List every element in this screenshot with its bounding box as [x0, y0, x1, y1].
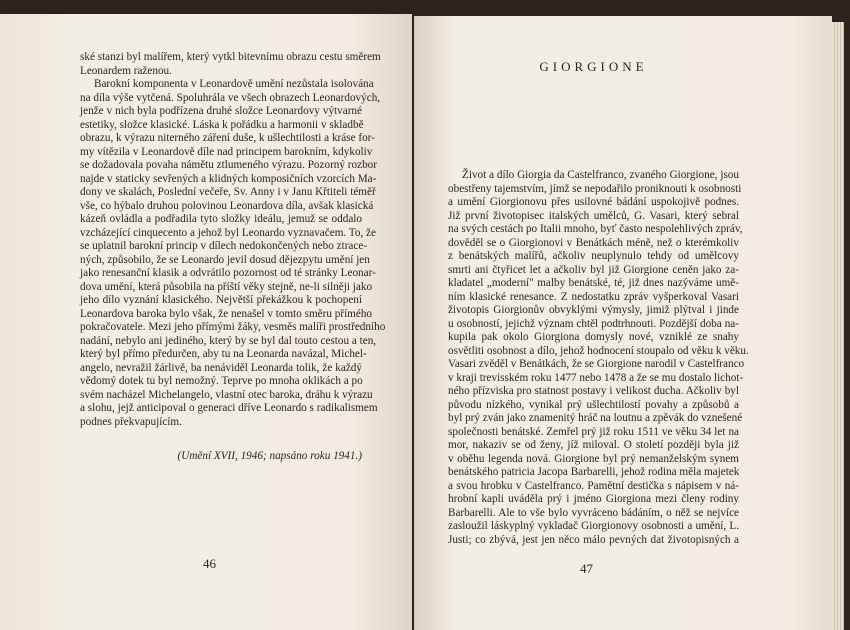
text-line: Vasari zvěděl v Benátkách, že se Giorgione narodil v Castelfranco — [448, 358, 745, 370]
text-line: obestřeny tajemstvím, jímž se nepodařilo proniknouti k osobnosti — [448, 182, 742, 195]
text-line: Leonardova baroka bylo však, že nenašel v tomto směru přímého — [80, 307, 373, 320]
page-edges — [832, 22, 844, 630]
text-line: najde v staticky sevřených a klidných komposičních vzorcích Ma- — [80, 172, 377, 185]
text-line: osvětliti osobnost a dílo, jehož hodnocení stoupalo od věku k věku. — [448, 344, 749, 357]
text-line: Již první životopisec italských umělců, G. Vasari, který sebral — [448, 209, 739, 222]
text-line: ných, způsobilo, že se Leonardo jevil dosud dějezpytu umění jen — [80, 253, 370, 266]
text-line: z benátských malířů, ačkoliv neuplynulo tehdy od umělcovy — [448, 250, 739, 262]
text-line: estetiky, složce klasické. Láska k pořádku a harmonii v skladbě — [80, 118, 364, 131]
text-line: byl prý zván jako znamenitý hráč na loutnu a zpěvák do vznešené — [448, 412, 743, 424]
text-line: se uplatnil barokní princip v dílech nedokončených nebo ztrace- — [80, 240, 368, 252]
text-line: ného přízviska pro statnost postavy i velikost ducha. Ačkoliv byl — [448, 385, 739, 397]
text-line: v kraji trevisském roku 1477 nebo 1478 a že se mu dostalo lichot- — [448, 371, 744, 384]
text-line: smrti ani čtyřicet let a ačkoliv byl již Giorgione ceněn jako za- — [448, 263, 739, 276]
text-line: podnes překvapujícím. — [80, 415, 182, 428]
text-line: původu nízkého, vynikal prý ušlechtilostí povahy a způsobů a — [448, 398, 739, 411]
text-line: vzcházející cinquecento a jehož byl Leonardo vyznavačem. To, že — [80, 226, 376, 239]
text-line: jenže v nich byla podřízena druhé složce Leonardovy výtvarné — [80, 105, 362, 117]
text-line: nadání, nebylo ani jediného, který by se byl dal touto cestou a ten, — [80, 334, 377, 347]
text-line: a slohu, jejž anticipoval o generaci dříve Leonardo s radikalismem — [80, 402, 378, 414]
text-line: na díla výše vytčená. Spoluhrála ve všech obrazech Leonardových, — [80, 91, 381, 104]
text-line: vědomý dotek tu byl nemožný. Teprve po mnoha oklikách a po — [80, 375, 363, 387]
text-line: dova umění, která působila na příští věky stejně, ne-li silněji jako — [80, 280, 373, 293]
text-line: na svých cestách po Italii mnoho, byť často nespolehlivých zpráv, — [448, 223, 743, 235]
text-line: v oběhu legenda nová. Giorgione byl prý nemanželským synem — [448, 452, 739, 465]
text-line: a umění Giorgionovu přes usilovné bádání uspokojivě podnes. — [448, 196, 739, 208]
chapter-title: GIORGIONE — [539, 59, 648, 74]
text-line: dony ve skalách, Poslední večeře, Sv. Anny i v Janu Křtiteli téměř — [80, 186, 376, 198]
text-line: a svou hrobku v Castelfranco. Pamětní destička s nápisem v ná- — [448, 479, 739, 492]
text-line: kupila pak okolo Giorgiona domysly nové, vzniklé ze snahy — [448, 331, 739, 343]
left-body-text — [80, 51, 386, 429]
text-line: svém nacházel Michelangelo, vlastní otec baroka, dráhu k výrazu — [80, 388, 373, 401]
text-line: my vítězila v Leonardově díle nad principem barokním, kdykoliv — [80, 145, 373, 158]
text-line: který byl přímo předurčen, aby tu na Leonarda navázal, Michel- — [80, 348, 367, 360]
text-line: zasloužil láskyplný vykladač Giorgionovy osobnosti a umění, L. — [448, 520, 739, 532]
text-line: jeho dílo vyznání klasického. Největší překážkou k pochopení — [80, 294, 362, 306]
right-body-text — [448, 169, 749, 547]
text-line: se dožadovala povaha námětu ztlumeného výrazu. Pozorný rozbor — [80, 159, 377, 171]
text-line: pokračovatele. Mezi jeho přímými žáky, vesměs malíři prostředního — [80, 321, 386, 333]
text-line: ním klasické renesance. Z nedostatku zpráv vyšperkoval Vasari — [448, 290, 739, 303]
text-line: Leonardem raženou. — [80, 64, 172, 77]
text-line: Barokní komponenta v Leonardově umění nezůstala isolována — [94, 78, 374, 90]
text-line: Barbarelli. Ale to vše bylo vyvráceno bádáním, o něž se nejvíce — [448, 506, 739, 519]
text-line: angelo, nevražil žárlivě, ba nenáviděl Leonarda tolik, že každý — [80, 361, 362, 374]
page-number-left: 46 — [203, 556, 216, 571]
text-line: vše, co hýbalo druhou polovinou Leonardova díla, avšak klasická — [80, 199, 374, 212]
text-line: Justi; co zbývá, jest jen něco málo pevných dat životopisných a — [448, 533, 739, 546]
citation: (Umění XVII, 1946; napsáno roku 1941.) — [177, 450, 362, 462]
text-line: životopis Giorgionův obvyklými výmysly, jimiž plýtval i jinde — [448, 304, 739, 316]
text-line: mor, nakaziv se od ženy, jíž miloval. O století později byla již — [448, 439, 739, 451]
page-number-right: 47 — [580, 561, 593, 576]
text-line: jako renesanční klasik a odvrátilo pozornost od té stránky Leonar- — [80, 267, 376, 279]
text-line: benátského patricia Jacopa Barbarelli, jehož rodina měla majetek — [448, 466, 740, 478]
text-line: kázeň ovládla a podřadila tyto složky ideálu, jemuž se oddalo — [80, 213, 362, 225]
text-line: obrazu, k výrazu niterného záření duše, k ušlechtilosti a kráse for- — [80, 132, 375, 144]
text-line: Život a dílo Giorgia da Castelfranco, zvaného Giorgione, jsou — [462, 169, 739, 181]
text-line: ské stanzi byl malířem, který vytkl bitevnímu obrazu cestu směrem — [80, 51, 381, 63]
text-line: u osobností, jejichž význam chtěl podtrhnouti. Pozdější doba na- — [448, 317, 739, 330]
text-line: hrobní kapli uváděla prý i jméno Giorgiona mezi členy rodiny — [448, 493, 739, 505]
text-line: společnosti benátské. Zemřel prý již roku 1511 ve věku 34 let na — [448, 425, 739, 438]
text-line: dověděl se o Giorgionovi v Benátkách méně, než o kterémkoliv — [448, 236, 739, 249]
text-line: kladatel „moderní" malby benátské, té, již dnes nazýváme umě- — [448, 277, 739, 289]
